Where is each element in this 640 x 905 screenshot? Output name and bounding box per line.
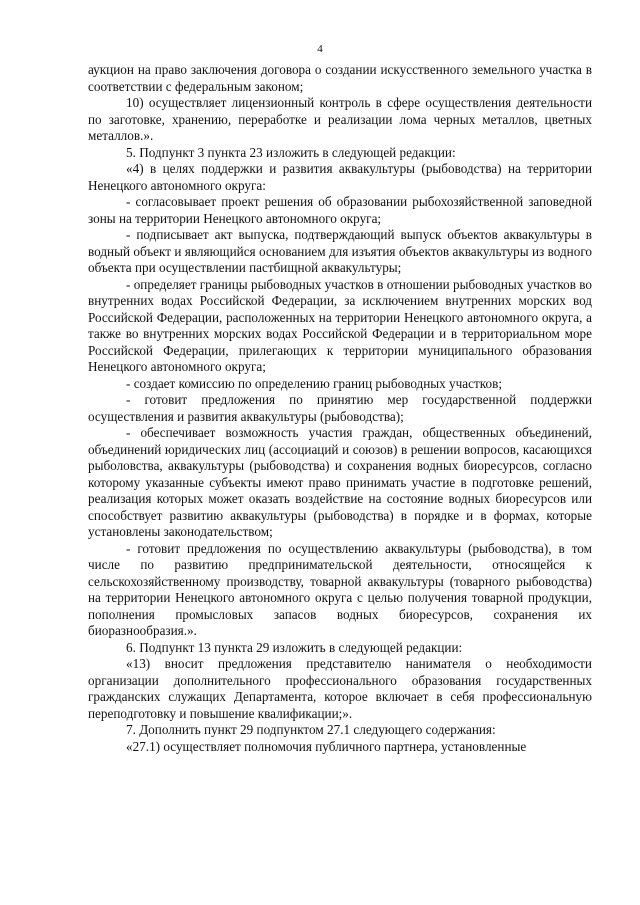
paragraph: - обеспечивает возможность участия граждан, общественных объединений, объединений юридических лиц (ассоциаций и союзов) в решении вопросов, касающихся рыболовства, аквакультуры (рыбоводства) и сохранения водных биоресурсов, согласно которому указанные субъекты имеют право принимать участие в подготовке решений, реализация которых может оказать воздействие на состояние водных биоресурсов или способствует развитию аквакультуры (рыбоводства) в порядке и в формах, которые установлены законодательством; (88, 425, 592, 539)
page-number: 4 (317, 43, 323, 55)
paragraph: аукцион на право заключения договора о создании искусственного земельного участка в соответствии с федеральным законом; (88, 62, 592, 94)
paragraph: 6. Подпункт 13 пункта 29 изложить в следующей редакции: (126, 639, 463, 655)
paragraph: 7. Дополнить пункт 29 подпунктом 27.1 следующего содержания: (126, 722, 496, 737)
paragraph: 5. Подпункт 3 пункта 23 изложить в следующей редакции: (126, 144, 456, 160)
paragraph: - определяет границы рыбоводных участков в отношении рыбоводных участков во внутренних водах Российской Федерации, за исключением внутренних морских вод Российской Федерации, расположенных на территории Ненецкого автономного округа, а также во внутренних морских водах Российской Федерации и в территориальном море Российской Федерации, прилегающих к территории муниципального образования Ненецкого автономного округа; (88, 276, 592, 374)
paragraph: 10) осуществляет лицензионный контроль в сфере осуществления деятельности по заготовке, хранению, переработке и реализации лома черных металлов, цветных металлов.». (88, 95, 592, 143)
paragraph: - создает комиссию по определению границ рыбоводных участков; (126, 375, 502, 391)
document-body (88, 62, 592, 755)
paragraph: - подписывает акт выпуска, подтверждающий выпуск объектов аквакультуры в водный объект и являющийся основанием для изъятия объектов аквакультуры из водного объекта при осуществлении пастбищной аквакультуры; (88, 227, 592, 275)
paragraph: «13) вносит предложения представителю нанимателя о необходимости организации дополнительного профессионального образования государственных гражданских служащих Департамента, которое включает в себя профессиональную переподготовку и повышение квалификации;». (88, 656, 592, 721)
paragraph: - готовит предложения по принятию мер государственной поддержки осуществления и развития аквакультуры (рыбоводства); (88, 392, 592, 424)
paragraph: «27.1) осуществляет полномочия публичного партнера, установленные (126, 738, 527, 754)
paragraph: «4) в целях поддержки и развития аквакультуры (рыбоводства) на территории Ненецкого автономного округа: (88, 161, 592, 193)
paragraph: - согласовывает проект решения об образовании рыбохозяйственной заповедной зоны на территории Ненецкого автономного округа; (88, 194, 592, 226)
paragraph: - готовит предложения по осуществлению аквакультуры (рыбоводства), в том числе по развитию предпринимательской деятельности, относящейся к сельскохозяйственному производству, товарной аквакультуры (товарного рыбоводства) на территории Ненецкого автономного округа с целью получения товарной продукции, пополнения промысловых запасов водных биоресурсов, сохранения их биоразнообразия.». (88, 540, 592, 638)
